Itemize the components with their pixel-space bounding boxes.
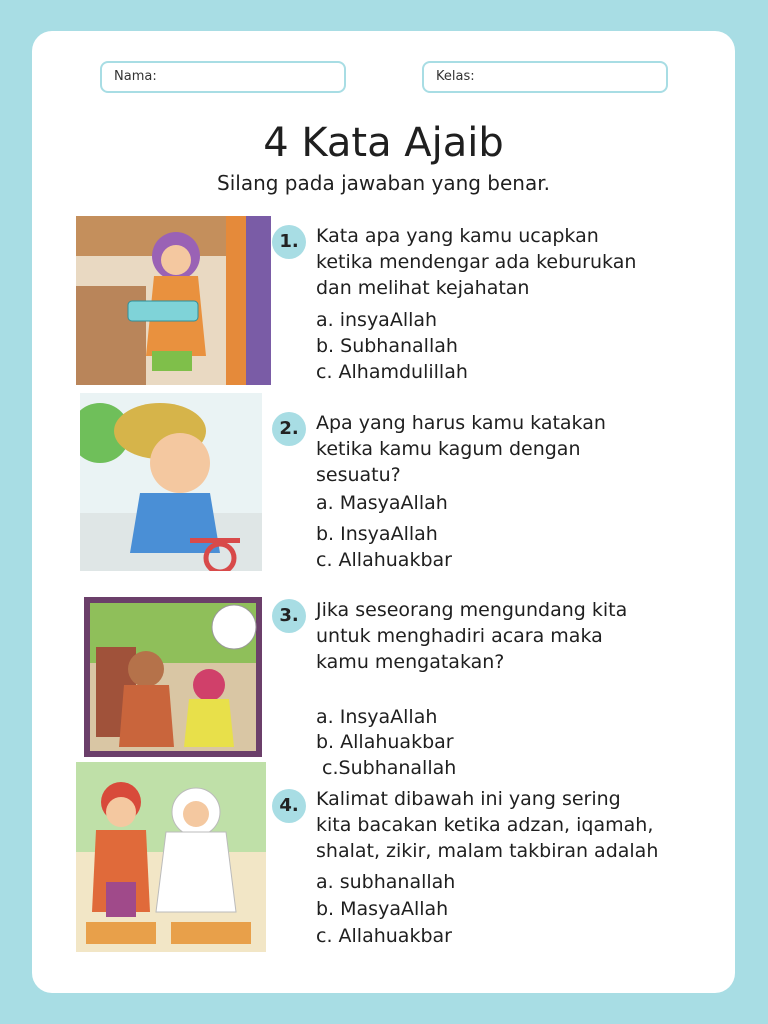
question-1-line: ketika mendengar ada keburukan [316, 251, 637, 273]
illustration-boy-on-bicycle [80, 393, 262, 571]
question-1-number: 1. [272, 225, 306, 259]
question-4-option-b[interactable]: b. MasyaAllah [316, 898, 449, 920]
illustration-invitation [84, 597, 262, 757]
question-3-line: kamu mengatakan? [316, 651, 505, 673]
question-3-number: 3. [272, 599, 306, 633]
question-1-text [316, 223, 716, 301]
kelas-field[interactable] [422, 61, 668, 93]
question-4-number: 4. [272, 789, 306, 823]
question-4-line: Kalimat dibawah ini yang sering [316, 788, 621, 810]
question-3-line: untuk menghadiri acara maka [316, 625, 603, 647]
question-1-line: dan melihat kejahatan [316, 277, 530, 299]
question-2-line: sesuatu? [316, 464, 401, 486]
question-4-line: shalat, zikir, malam takbiran adalah [316, 840, 659, 862]
question-1-option-c[interactable]: c. Alhamdulillah [316, 361, 468, 383]
question-2-number: 2. [272, 412, 306, 446]
question-3-line: Jika seseorang mengundang kita [316, 599, 628, 621]
illustration-children-praying [76, 762, 266, 952]
question-3-text [316, 597, 716, 675]
question-2-text [316, 410, 716, 488]
question-4-text [316, 786, 726, 864]
nama-field[interactable] [100, 61, 346, 93]
question-2-line: Apa yang harus kamu katakan [316, 412, 606, 434]
kelas-label: Kelas: [436, 69, 475, 84]
worksheet-title: 4 Kata Ajaib [263, 120, 504, 166]
question-2-option-c[interactable]: c. Allahuakbar [316, 549, 452, 571]
question-4-option-a[interactable]: a. subhanallah [316, 871, 456, 893]
worksheet-instruction: Silang pada jawaban yang benar. [217, 171, 550, 195]
question-3-option-a[interactable]: a. InsyaAllah [316, 706, 438, 728]
question-1-option-a[interactable]: a. insyaAllah [316, 309, 438, 331]
question-4-option-c[interactable]: c. Allahuakbar [316, 925, 452, 947]
question-1-option-b[interactable]: b. Subhanallah [316, 335, 458, 357]
question-4-line: kita bacakan ketika adzan, iqamah, [316, 814, 654, 836]
question-2-option-a[interactable]: a. MasyaAllah [316, 492, 448, 514]
worksheet-card [32, 31, 735, 993]
question-1-line: Kata apa yang kamu ucapkan [316, 225, 599, 247]
question-2-option-b[interactable]: b. InsyaAllah [316, 523, 438, 545]
question-3-option-c[interactable]: c.Subhanallah [316, 757, 457, 779]
nama-label: Nama: [114, 69, 157, 84]
question-3-option-b[interactable]: b. Allahuakbar [316, 731, 454, 753]
question-2-line: ketika kamu kagum dengan [316, 438, 581, 460]
illustration-girl-with-tray [76, 216, 271, 385]
